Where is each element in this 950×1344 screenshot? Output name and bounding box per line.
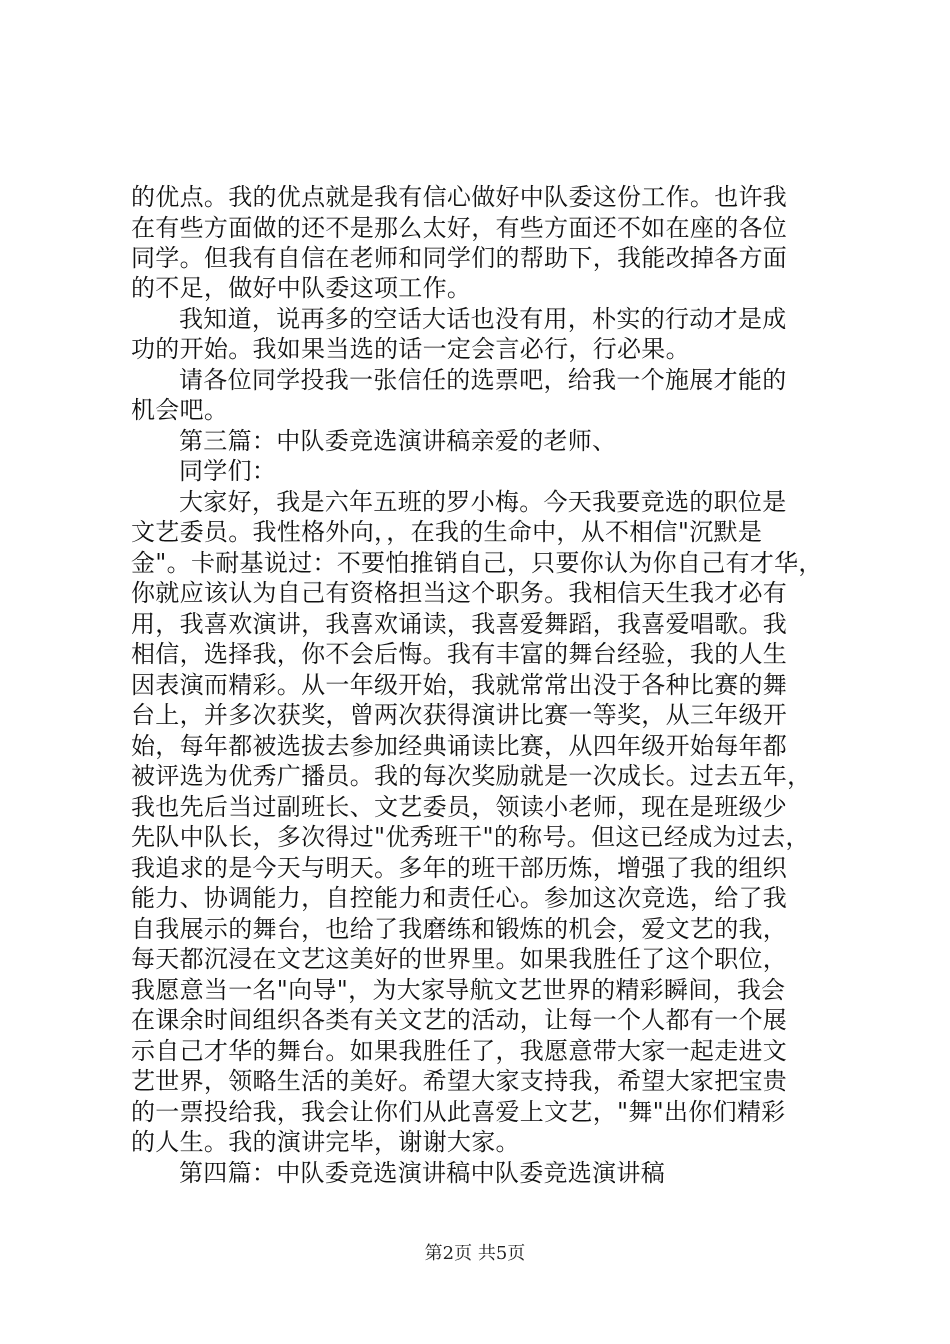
body-text-line: 的不足，做好中队委这项工作。	[131, 274, 472, 302]
paragraph-start-line: 请各位同学投我一张信任的选票吧，给我一个施展才能的	[179, 366, 787, 394]
body-text-line: 金"。卡耐基说过：不要怕推销自己，只要你认为你自己有才华，	[131, 549, 823, 577]
body-text-line: 的一票投给我，我会让你们从此喜爱上文艺，"舞"出你们精彩	[131, 1098, 786, 1126]
body-text-line: 每天都沉浸在文艺这美好的世界里。如果我胜任了这个职位，	[131, 945, 788, 973]
body-text-line: 文艺委员。我性格外向，，在我的生命中，从不相信"沉默是	[131, 518, 763, 546]
body-text-line: 我追求的是今天与明天。多年的班干部历炼，增强了我的组织	[131, 854, 788, 882]
body-text-line: 先队中队长，多次得过"优秀班干"的称号。但这已经成为过去，	[131, 823, 810, 851]
body-text-line: 在有些方面做的还不是那么太好，有些方面还不如在座的各位	[131, 214, 788, 242]
body-text-line: 在课余时间组织各类有关文艺的活动，让每一个人都有一个展	[131, 1006, 788, 1034]
body-text-line: 因表演而精彩。从一年级开始，我就常常出没于各种比赛的舞	[131, 671, 788, 699]
body-text-line: 自我展示的舞台，也给了我磨练和锻炼的机会，爱文艺的我，	[131, 915, 788, 943]
body-text-line: 我愿意当一名"向导"，为大家导航文艺世界的精彩瞬间，我会	[131, 976, 786, 1004]
body-text-line: 功的开始。我如果当选的话一定会言必行，行必果。	[131, 335, 690, 363]
body-text-line: 的人生。我的演讲完毕，谢谢大家。	[131, 1128, 520, 1156]
body-text-line: 被评选为优秀广播员。我的每次奖励就是一次成长。过去五年，	[131, 762, 812, 790]
body-text-line: 艺世界，领略生活的美好。希望大家支持我，希望大家把宝贵	[131, 1067, 788, 1095]
body-text-line: 始，每年都被选拔去参加经典诵读比赛，从四年级开始每年都	[131, 732, 788, 760]
body-text-line: 能力、协调能力，自控能力和责任心。参加这次竞选，给了我	[131, 884, 788, 912]
salutation-line: 同学们：	[179, 457, 277, 485]
section-heading: 第四篇：中队委竞选演讲稿中队委竞选演讲稿	[179, 1159, 665, 1187]
body-text-line: 我也先后当过副班长、文艺委员，领读小老师，现在是班级少	[131, 793, 788, 821]
body-text-line: 示自己才华的舞台。如果我胜任了，我愿意带大家一起走进文	[131, 1037, 788, 1065]
body-text-line: 台上，并多次获奖，曾两次获得演讲比赛一等奖，从三年级开	[131, 701, 788, 729]
paragraph-start-line: 我知道，说再多的空话大话也没有用，朴实的行动才是成	[179, 305, 787, 333]
paragraph-start-line: 大家好，我是六年五班的罗小梅。今天我要竞选的职位是	[179, 488, 787, 516]
body-text-line: 的优点。我的优点就是我有信心做好中队委这份工作。也许我	[131, 183, 788, 211]
body-text-line: 机会吧。	[131, 396, 229, 424]
page-number-footer: 第2页 共5页	[424, 1243, 526, 1264]
body-text-line: 同学。但我有自信在老师和同学们的帮助下，我能改掉各方面	[131, 244, 788, 272]
body-text-line: 用，我喜欢演讲，我喜欢诵读，我喜爱舞蹈，我喜爱唱歌。我	[131, 610, 788, 638]
body-text-line: 相信，选择我，你不会后悔。我有丰富的舞台经验，我的人生	[131, 640, 788, 668]
body-text-line: 你就应该认为自己有资格担当这个职务。我相信天生我才必有	[131, 579, 788, 607]
section-heading: 第三篇：中队委竞选演讲稿亲爱的老师、	[179, 427, 617, 455]
